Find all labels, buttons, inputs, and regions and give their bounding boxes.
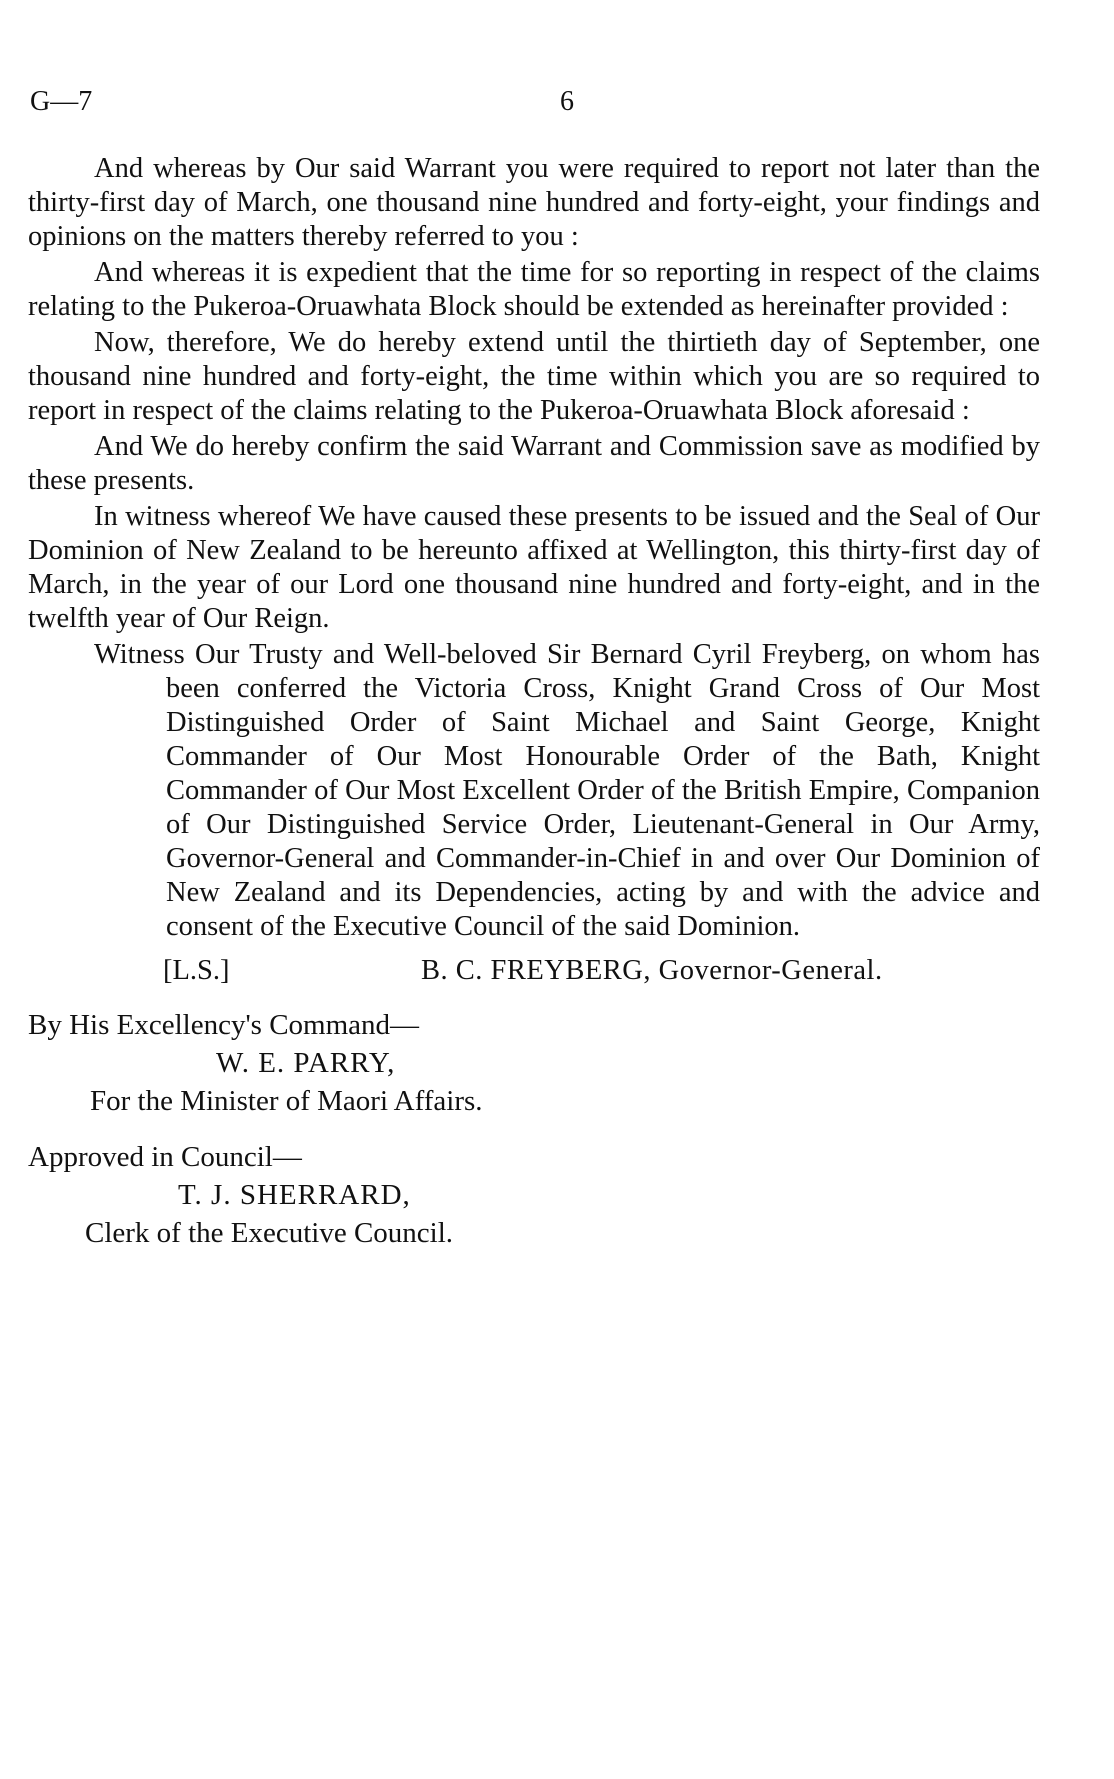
spacer [28,1120,1040,1138]
council-signatory: T. J. SHERRARD, [178,1179,411,1211]
council-role: Clerk of the Executive Council. [85,1217,454,1249]
page-header [30,86,1040,126]
paragraph-expedient: And whereas it is expedient that the time for so reporting in respect of the claims relating to the Pukeroa-Oruawhata Block should be extended as hereinafter provided : [28,257,1040,322]
document-reference: G—7 [30,86,93,117]
page-number: 6 [560,86,574,117]
signature-block [28,1006,1040,1252]
paragraph-warrant: And whereas by Our said Warrant you were required to report not later than the thirty-first day of March, one thousand nine hundred and forty-eight, your findings and opinions on the matters thereby referred to you : [28,153,1040,252]
document-body [28,152,1040,1252]
command-role: For the Minister of Maori Affairs. [90,1085,483,1117]
paragraph-confirm: And We do hereby confirm the said Warrant and Commission save as modified by these presents. [28,431,1040,496]
command-signatory: W. E. PARRY, [216,1047,396,1079]
paragraph-in-witness: In witness whereof We have caused these presents to be issued and the Seal of Our Dominion of New Zealand to be hereunto affixed at Wellington, this thirty-first day of March, in the year of our Lord one thousand nine hundred and forty-eight, and in the twelfth year of Our Reign. [28,501,1040,634]
seal-line [28,950,1040,996]
council-line: Approved in Council— [28,1141,302,1173]
paragraph-extension: Now, therefore, We do hereby extend until the thirtieth day of September, one thousand nine hundred and forty-eight, the time within which you are so required to report in respect of the claims relating to the Pukeroa-Oruawhata Block aforesaid : [28,327,1040,426]
governor-signature: B. C. FREYBERG, Governor-General. [421,955,883,986]
command-line: By His Excellency's Command— [28,1009,420,1041]
seal-mark: [L.S.] [163,955,230,986]
witness-clause: Witness Our Trusty and Well-beloved Sir Bernard Cyril Freyberg, on whom has been conferred the Victoria Cross, Knight Grand Cross of Our Most Distinguished Order of Saint Michael and Saint George, Knight Commander of Our Most Honourable Order of the Bath, Knight Commander of Our Most Excellent Order of the British Empire, Companion of Our Distinguished Service Order, Lieutenant-General in Our Army, Governor-General and Commander-in-Chief in and over Our Dominion of New Zealand and its Dependencies, acting by and with the advice and consent of the Executive Council of the said Dominion. [94,639,1040,942]
